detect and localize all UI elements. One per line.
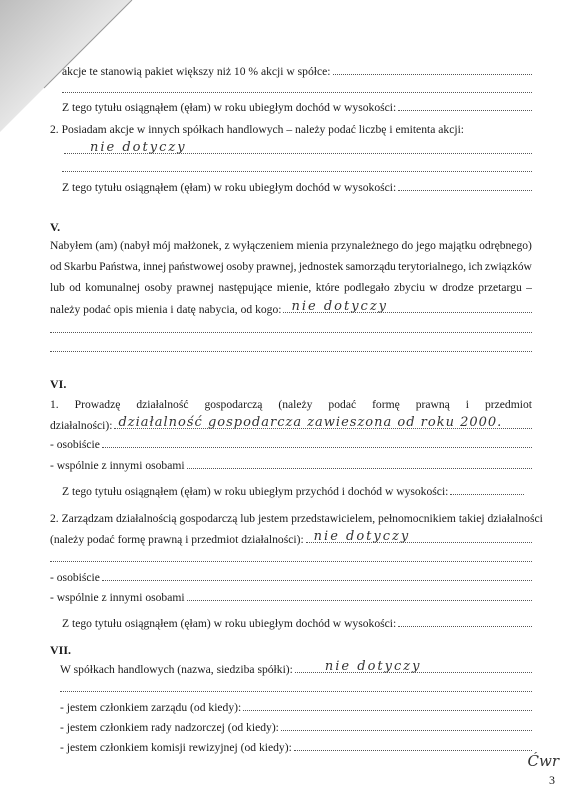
other-shares-answer-line: [62, 140, 532, 155]
paragraph-word: odrębnego): [479, 239, 532, 252]
paragraph-line: [50, 281, 532, 295]
section-v-paragraph: [50, 281, 532, 295]
paragraph-line: [50, 398, 532, 412]
paragraph-word: gospodarczą: [204, 398, 263, 411]
paragraph-word: –: [526, 281, 532, 294]
paragraph-word: (am): [95, 239, 118, 252]
paragraph-word: jednostek: [298, 260, 344, 273]
paragraph-word: państwowej: [168, 260, 224, 273]
paragraph-word: lub: [50, 281, 65, 294]
paragraph-word: 1.: [50, 398, 59, 411]
paragraph-word: terytorialnego,: [398, 260, 467, 273]
handwritten-answer: nie dotyczy: [313, 529, 411, 544]
paragraph-word: (należy: [278, 398, 313, 411]
personal-field[interactable]: [102, 437, 532, 448]
blank-line: [62, 170, 532, 172]
paragraph-word: przynależnego: [331, 239, 399, 252]
income-line-a: Z tego tytułu osiągnąłem (ęłam) w roku ubiegłym dochód w wysokości:: [62, 100, 532, 115]
paragraph-word: prawnej,: [256, 260, 297, 273]
paragraph-word: i: [465, 398, 470, 411]
paragraph-word: związków: [484, 260, 532, 273]
paragraph-word: mienia: [296, 239, 329, 252]
income-field-b[interactable]: [398, 180, 532, 191]
paragraph-word: od: [69, 281, 81, 294]
section-vi-heading: VI.: [50, 377, 67, 391]
paragraph-word: formę: [372, 398, 400, 411]
other-shares-item: 2. Posiadam akcje w innych spółkach handlowych – należy podać liczbę i emitenta akcji:: [50, 123, 465, 136]
joint-field[interactable]: [187, 458, 532, 469]
paragraph-word: Prowadzę: [74, 398, 121, 411]
section-vii-heading: VII.: [50, 643, 72, 657]
revenue-income-line: Z tego tytułu osiągnąłem (ęłam) w roku ubiegłym przychód i dochód w wysokości:: [62, 484, 524, 499]
section-v-paragraph: [50, 239, 532, 253]
paragraph-word: podać: [328, 398, 357, 411]
joint-field-2[interactable]: [187, 590, 532, 601]
income-line-b: Z tego tytułu osiągnąłem (ęłam) w roku ubiegłym dochód w wysokości:: [62, 180, 532, 195]
blank-line: [50, 350, 532, 352]
paragraph-word: małżonek,: [173, 239, 222, 252]
paragraph-word: następujące: [218, 281, 273, 294]
paragraph-word: od: [50, 260, 62, 273]
paragraph-word: Państwa,: [99, 260, 141, 273]
blank-line: [50, 331, 532, 333]
paragraph-word: jego: [416, 239, 436, 252]
paragraph-word: majątku: [438, 239, 477, 252]
paragraph-word: Nabyłem: [50, 239, 93, 252]
paragraph-word: samorządu: [345, 260, 396, 273]
paragraph-word: ich: [468, 260, 483, 273]
handwritten-answer: nie dotyczy: [324, 659, 422, 674]
blank-line: [60, 690, 532, 692]
income-line-c: Z tego tytułu osiągnąłem (ęłam) w roku ubiegłym dochód w wysokości:: [62, 616, 532, 631]
paragraph-word: w: [429, 281, 438, 294]
income-field-a[interactable]: [398, 100, 532, 111]
paragraph-word: osoby: [226, 260, 254, 273]
paragraph-word: z: [224, 239, 230, 252]
joint-line-2: - wspólnie z innymi osobami: [50, 590, 532, 605]
audit-field[interactable]: [294, 740, 532, 751]
supervisory-field[interactable]: [281, 720, 532, 731]
business-item-1: [50, 398, 532, 412]
paragraph-word: komunalnej: [85, 281, 141, 294]
acquisition-field[interactable]: [283, 299, 532, 314]
management-answer-line: (należy podać formę prawną i przedmiot działalności): nie dotyczy: [50, 532, 532, 547]
paragraph-word: Skarbu: [63, 260, 97, 273]
handwritten-answer: nie dotyczy: [90, 140, 187, 155]
shares-over-10-line: akcje te stanowią pakiet większy niż 10 % akcji w spółce:: [62, 64, 532, 79]
shares-over-10-field[interactable]: [333, 64, 533, 75]
paragraph-word: prawnej: [176, 281, 214, 294]
acquisition-line: należy podać opis mienia i datę nabycia, od kogo: nie dotyczy: [50, 302, 532, 317]
paragraph-line: [50, 239, 532, 253]
paragraph-word: przetargu: [478, 281, 522, 294]
joint-line: - wspólnie z innymi osobami: [50, 458, 532, 473]
other-shares-field[interactable]: [64, 140, 532, 155]
blank-line: [62, 91, 532, 93]
paragraph-word: działalność: [136, 398, 189, 411]
paragraph-word: podlegało: [343, 281, 390, 294]
income-field-c[interactable]: [398, 616, 532, 627]
paragraph-word: (nabył: [120, 239, 150, 252]
section-v-paragraph: [50, 260, 532, 274]
paragraph-word: innej: [142, 260, 167, 273]
handwritten-answer: nie dotyczy: [291, 299, 389, 314]
blank-line: [50, 560, 532, 562]
business-field[interactable]: [114, 415, 532, 430]
paragraph-word: przedmiot: [484, 398, 532, 411]
initials-signature: Ćwr: [527, 752, 559, 770]
personal-line: - osobiście: [50, 437, 532, 452]
audit-line: - jestem członkiem komisji rewizyjnej (od kiedy):: [60, 740, 532, 755]
paragraph-word: mój: [152, 239, 171, 252]
paragraph-word: do: [401, 239, 414, 252]
management-field[interactable]: [306, 529, 532, 544]
companies-line: W spółkach handlowych (nazwa, siedziba spółki): nie dotyczy: [60, 662, 532, 677]
paragraph-word: prawną: [415, 398, 450, 411]
paragraph-word: które: [315, 281, 340, 294]
companies-field[interactable]: [295, 659, 532, 674]
business-answer-line: działalności): działalność gospodarcza zawieszona od roku 2000.: [50, 418, 532, 433]
paragraph-word: zbyciu: [394, 281, 425, 294]
paragraph-line: [50, 260, 532, 274]
management-item: 2. Zarządzam działalnością gospodarczą lub jestem przedstawicielem, pełnomocnikiem takiej działalności: [50, 512, 543, 525]
page-number: 3: [549, 773, 555, 787]
board-line: - jestem członkiem zarządu (od kiedy):: [60, 700, 532, 715]
handwritten-answer: działalność gospodarcza zawieszona od roku 2000.: [118, 415, 503, 430]
revenue-income-field[interactable]: [450, 484, 524, 495]
supervisory-line: - jestem członkiem rady nadzorczej (od kiedy):: [60, 720, 532, 735]
section-v-heading: V.: [50, 220, 61, 234]
personal-field-2[interactable]: [102, 570, 532, 581]
paragraph-word: wyłączeniem: [232, 239, 294, 252]
board-field[interactable]: [243, 700, 532, 711]
paragraph-word: osoby: [144, 281, 173, 294]
paragraph-word: mienie,: [276, 281, 312, 294]
paragraph-word: drodze: [442, 281, 474, 294]
personal-line-2: - osobiście: [50, 570, 532, 585]
